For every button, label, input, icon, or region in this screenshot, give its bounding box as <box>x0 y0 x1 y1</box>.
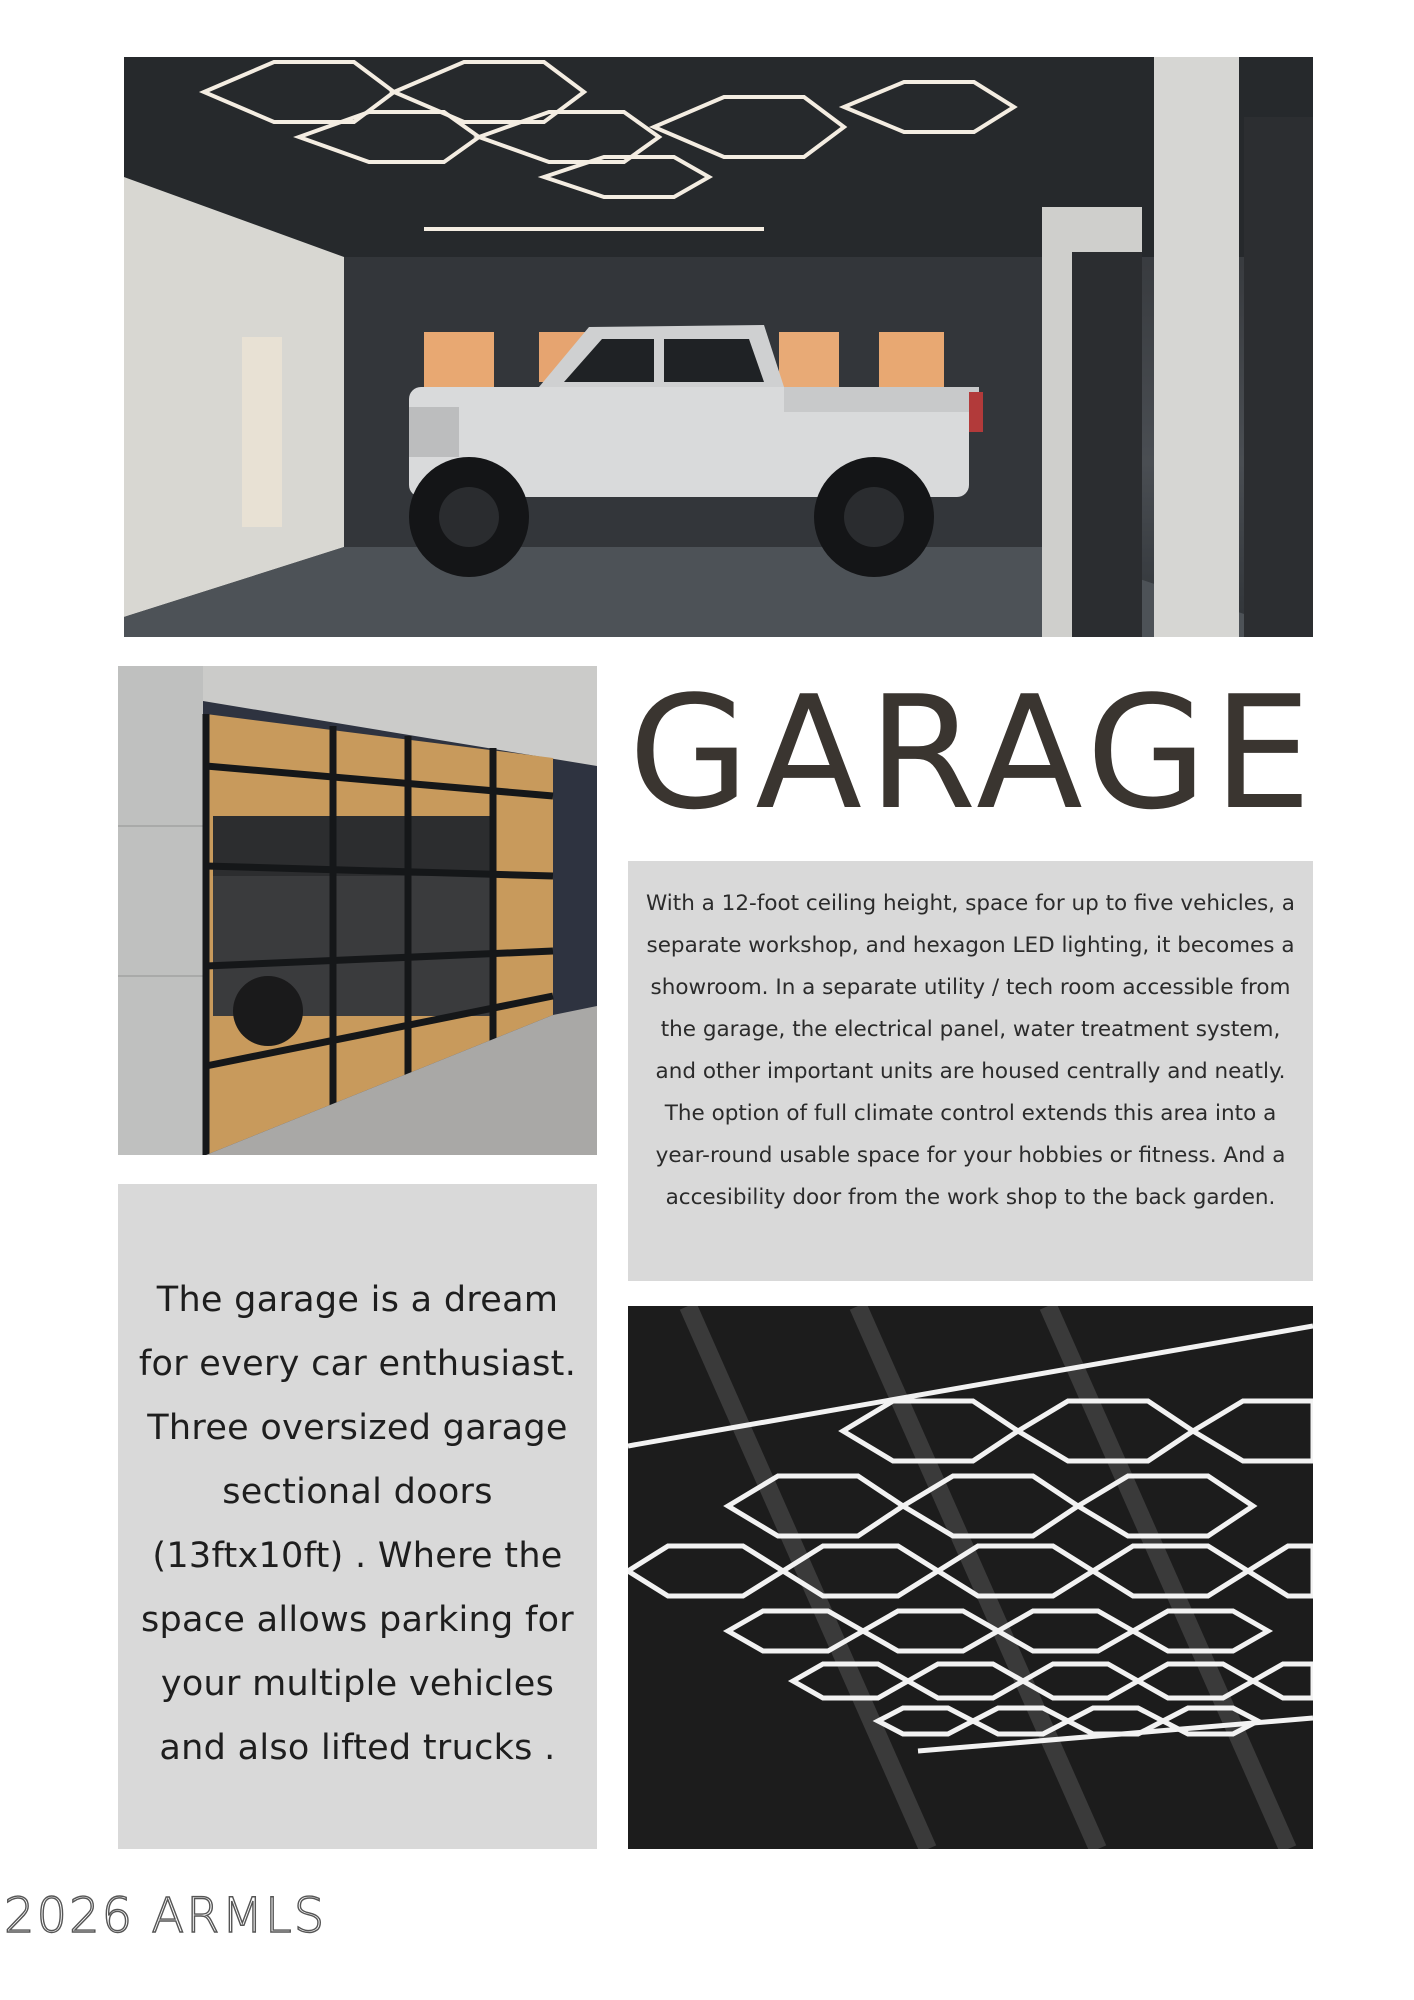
hexagon-lights-illustration <box>628 1306 1313 1849</box>
story-panel <box>118 1184 597 1849</box>
description-panel <box>628 861 1313 1281</box>
watermark: 2026 ARMLS <box>4 1888 327 1944</box>
glass-garage-door-photo <box>118 666 597 1155</box>
description-text: With a 12-foot ceiling height, space for up to five vehicles, a separate workshop, and hexagon LED lighting, it becomes a showroom. In a separate utility / tech room accessible from the garage, the electrical panel, water treatment system, and other important units are housed centrally and neatly. The option of full climate control extends this area into a year-round usable space for your hobbies or fitness. And a accesibility door from the work shop to the back garden. <box>646 891 1295 1210</box>
story-text: The garage is a dream for every car enthusiast. Three oversized garage sectional doors (13ftx10ft) . Where the space allows parking for your multiple vehicles and also lifted trucks . <box>138 1280 577 1768</box>
page-title: GARAGE <box>628 662 1318 844</box>
glass-door-illustration <box>118 666 597 1155</box>
garage-truck-illustration <box>124 57 1313 637</box>
hexagon-ceiling-photo <box>628 1306 1313 1849</box>
garage-truck-photo <box>124 57 1313 637</box>
